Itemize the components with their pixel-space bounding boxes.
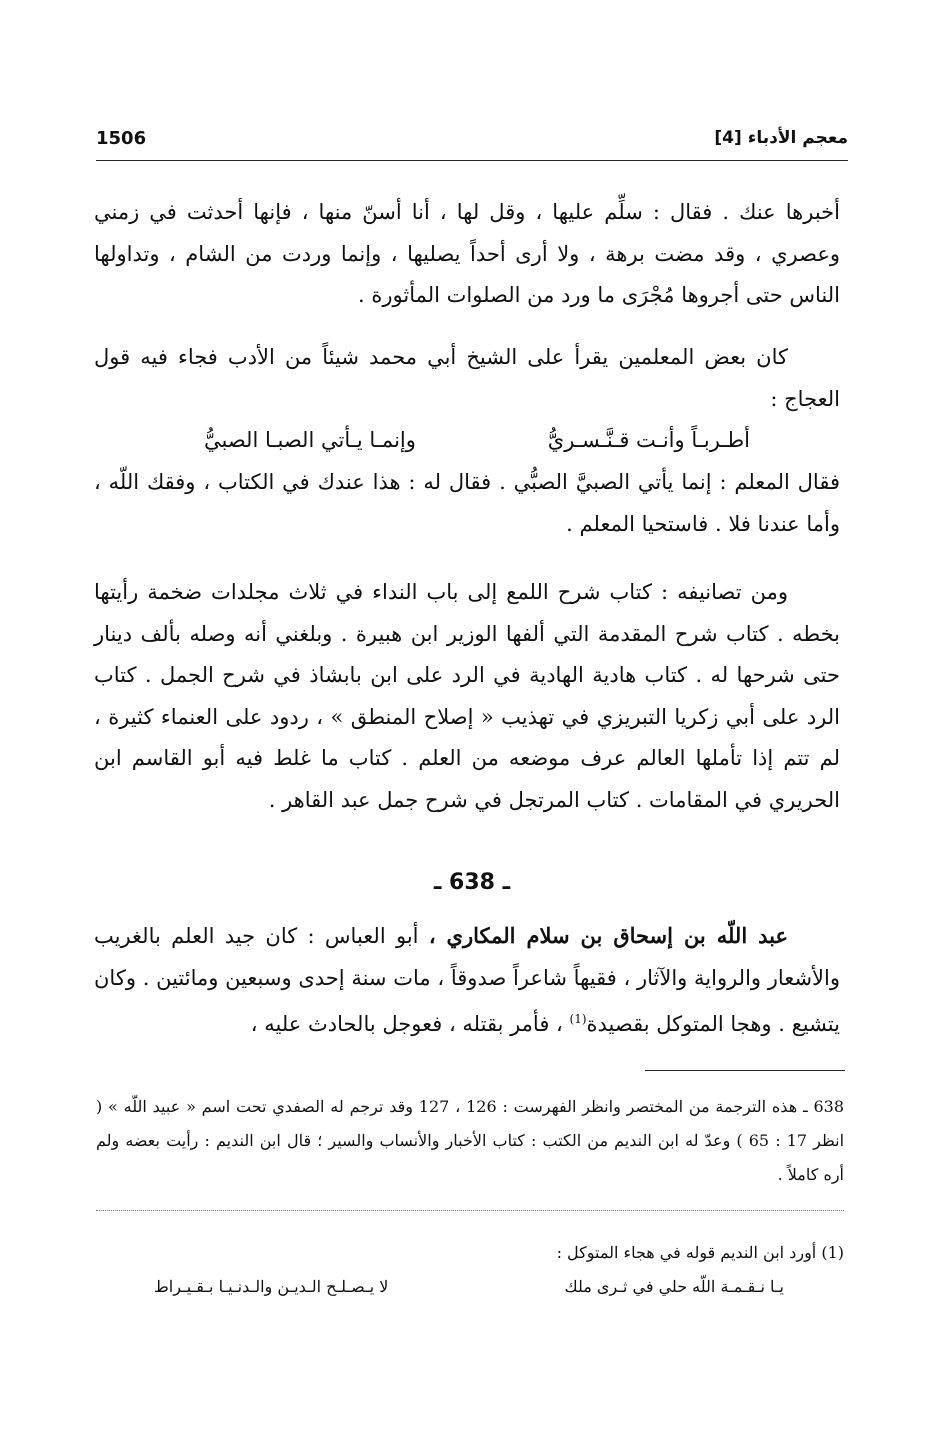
footnote-reference: (1) — [569, 1012, 587, 1026]
text-line: كتاب الرد على أبي زكريا التبريزي في تهذيب « إصلاح المنطق » ، ردود على العنماء — [94, 663, 840, 729]
entry-number: ـ 638 ـ — [433, 870, 511, 895]
footnote-1 — [96, 1236, 844, 1304]
paragraph-3 — [94, 462, 840, 545]
page-header — [96, 128, 848, 158]
text-line: وفقك اللّه ، وأما عندنا فلا . فاستحيا المعلم . — [94, 470, 840, 536]
entry-name: عبد اللّه بن إسحاق بن سلام المكاري ، — [428, 923, 789, 948]
text-line: أخبرها عنك . فقال : سلِّم عليها ، وقل لها ، أنا أسنّ منها ، فإنها أحدثت في زمني — [94, 200, 840, 224]
text-line: وعصري ، وقد مضت برهة ، ولا أرى أحداً يصليها ، وإنما وردت من الشام ، — [169, 241, 840, 266]
verse — [94, 420, 840, 462]
footnote-line: ابن النديم : رأيت بعضه ولم أره كاملاً . — [96, 1131, 844, 1184]
running-title: معجم الأدباء [4] — [714, 128, 848, 148]
text-line: كثيرة ، لم تتم إذا تأملها العالم عرف موضعه من العلم . كتاب ما غلط فيه أبو القاسم — [94, 704, 840, 770]
verse-second-hemistich: وإنمـا يـأتي الصبـا الصبيُّ — [204, 428, 416, 452]
footnote-638 — [96, 1090, 844, 1192]
footnote-line: « عبيد اللّه » ( انظر 17 : 65 ) وعدّ له ابن النديم من الكتب : كتاب الأخبار والأنساب والسير ؛ قال — [96, 1097, 845, 1150]
footnote-verse-first: يـا نـقـمـة اللّه حلي في ثـرى ملك — [564, 1277, 784, 1296]
entry-block — [94, 915, 840, 1046]
text-line: وكان يتشيع . وهجا المتوكل بقصيدة — [94, 965, 840, 1036]
text-line: وتداولها الناس حتى أجروها مُجْرَى ما ورد من الصلوات المأثورة . — [94, 241, 840, 307]
paragraph-4 — [94, 572, 840, 821]
text-line: دينار حتى شرحها له . كتاب هادية الهادية في الرد على ابن بابشاذ في شرح الجمل . — [94, 621, 840, 687]
text-line: رأيتها بخطه . كتاب شرح المقدمة التي ألفها الوزير ابن هبيرة . وبلغني أنه وصله بألف — [94, 580, 840, 646]
footnote-line: 638 ـ هذه الترجمة من المختصر وانظر الفهرست : 126 ، 127 وقد ترجم له الصفدي تحت اسم — [201, 1097, 844, 1116]
text-line: ومن تصانيفه : كتاب شرح اللمع إلى باب النداء في ثلاث مجلدات ضخمة — [147, 580, 788, 604]
footnote-verse — [96, 1270, 844, 1304]
works-block — [94, 572, 840, 821]
footnote-line: (1) أورد ابن النديم قوله في هجاء المتوكل : — [556, 1243, 844, 1262]
text-line: فقال المعلم : إنما يأتي الصبيَّ الصبُّي . فقال له : هذا عندك في الكتاب ، — [203, 470, 840, 494]
page-number: 1506 — [96, 128, 147, 149]
paragraph-1 — [94, 192, 840, 317]
verse-first-hemistich: أطـربـاً وأنـت قـنَّـسـريُّ — [547, 428, 750, 452]
footnote-separator — [96, 1210, 844, 1211]
text-line: ابن الحريري في المقامات . كتاب المرتجل في شرح جمل عبد القاهر . — [94, 746, 840, 812]
text-line: كان بعض المعلمين يقرأ على الشيخ أبي محمد شيئاً من الأدب فجاء فيه قول — [94, 345, 788, 369]
text-line: أبو العباس : كان جيد العلم بالغريب — [94, 924, 429, 948]
header-rule — [96, 160, 848, 161]
footnote-rule — [645, 1070, 845, 1071]
footnote-paragraph — [96, 1090, 844, 1192]
footnote-verse-second: لا يـصـلـح الـديـن والـدنـيـا بـقـيـراط — [154, 1277, 389, 1296]
text-line: العجاج : — [770, 386, 840, 411]
paragraph-2 — [94, 337, 840, 420]
main-text-block — [94, 192, 840, 317]
anecdote-block — [94, 337, 840, 545]
text-line: والأشعار والرواية والآثار ، فقيهاً شاعراً صدوقاً ، مات سنة إحدى وسبعين ومائتين . — [142, 965, 840, 990]
entry-paragraph — [94, 915, 840, 1046]
text-line: ، فأمر بقتله ، فعوجل بالحادث عليه ، — [250, 1012, 570, 1036]
